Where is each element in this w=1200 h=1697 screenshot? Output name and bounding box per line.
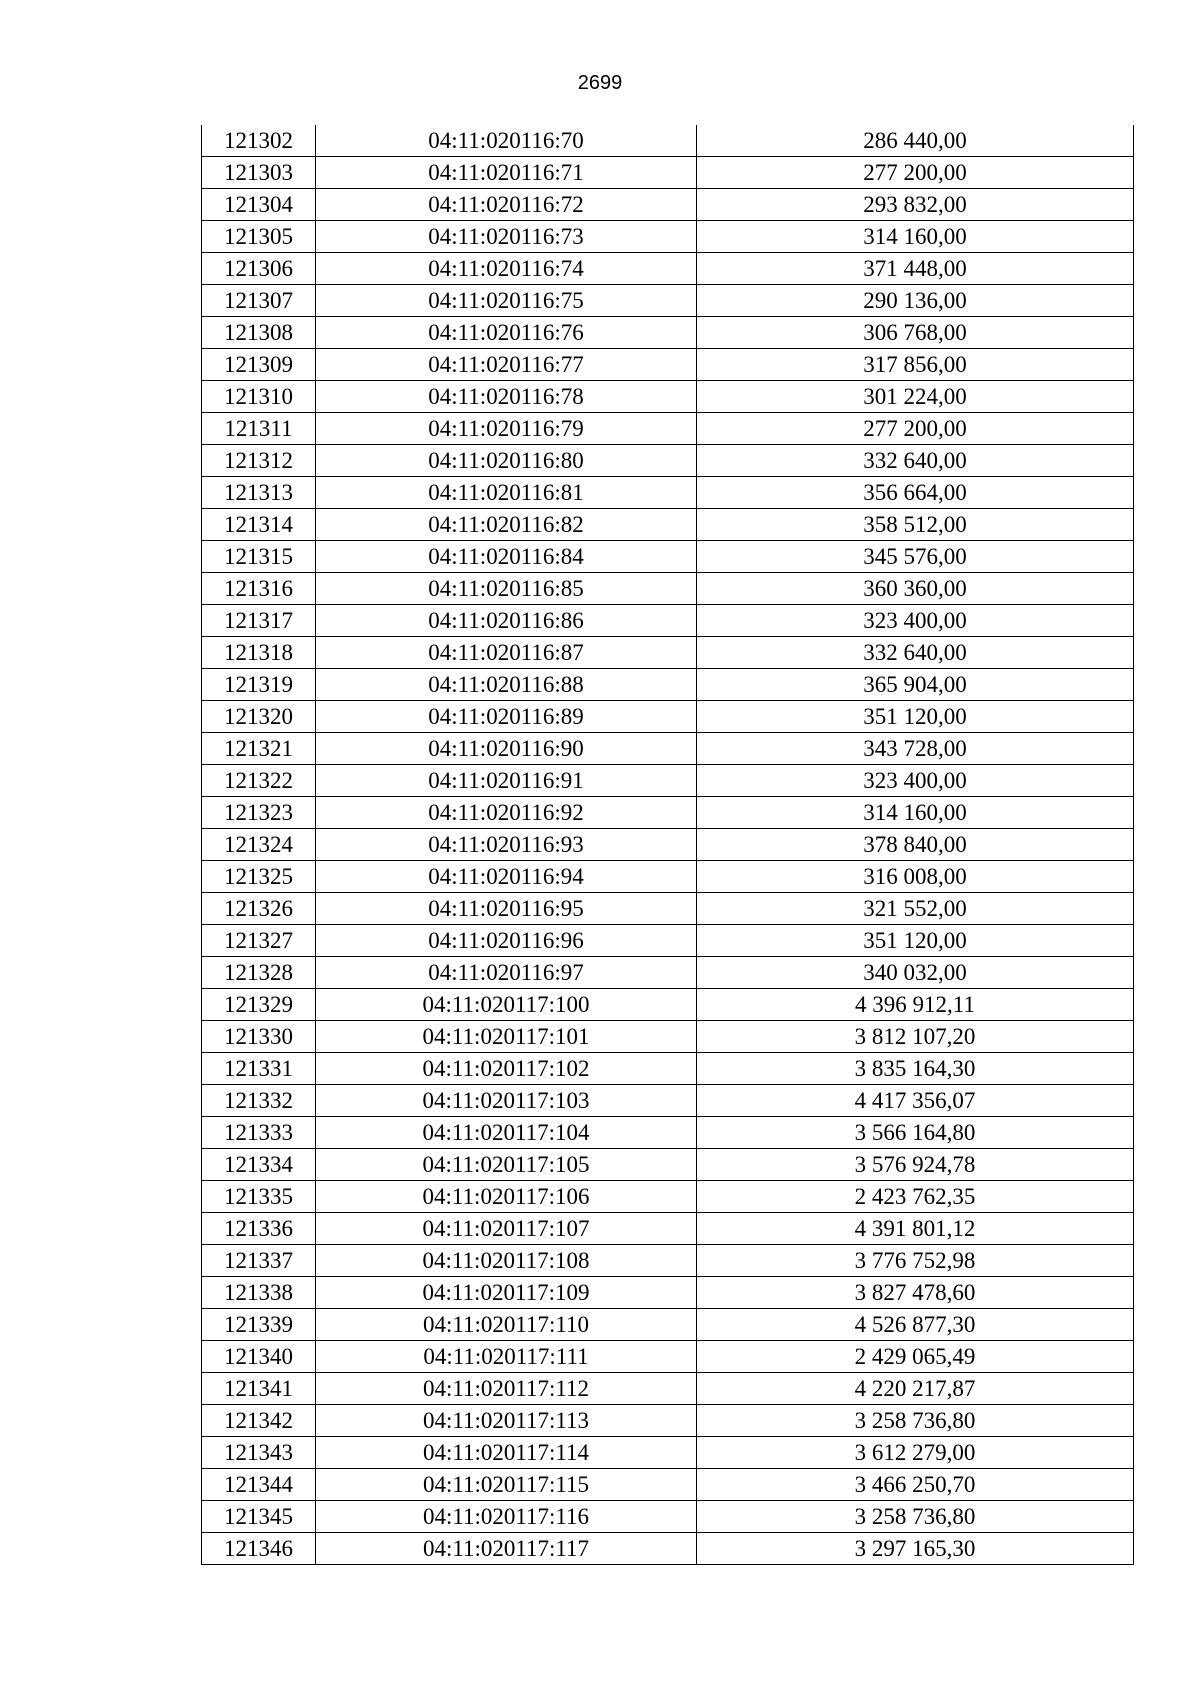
row-number-cell: 121329 xyxy=(202,989,316,1021)
cadastral-value-cell: 332 640,00 xyxy=(697,637,1134,669)
cadastral-number-cell: 04:11:020117:112 xyxy=(316,1373,697,1405)
row-number-cell: 121304 xyxy=(202,189,316,221)
cadastral-value-cell: 4 391 801,12 xyxy=(697,1213,1134,1245)
row-number-cell: 121342 xyxy=(202,1405,316,1437)
cadastral-value-cell: 365 904,00 xyxy=(697,669,1134,701)
table-row xyxy=(202,477,1134,509)
cadastral-value-cell: 317 856,00 xyxy=(697,349,1134,381)
row-number-cell: 121311 xyxy=(202,413,316,445)
table-row xyxy=(202,1149,1134,1181)
row-number-cell: 121346 xyxy=(202,1533,316,1565)
cadastral-value-cell: 3 827 478,60 xyxy=(697,1277,1134,1309)
cadastral-value-cell: 4 526 877,30 xyxy=(697,1309,1134,1341)
cadastral-number-cell: 04:11:020117:109 xyxy=(316,1277,697,1309)
cadastral-value-cell: 356 664,00 xyxy=(697,477,1134,509)
row-number-cell: 121323 xyxy=(202,797,316,829)
row-number-cell: 121313 xyxy=(202,477,316,509)
row-number-cell: 121316 xyxy=(202,573,316,605)
row-number-cell: 121338 xyxy=(202,1277,316,1309)
table-row xyxy=(202,253,1134,285)
cadastral-number-cell: 04:11:020116:72 xyxy=(316,189,697,221)
table-row xyxy=(202,637,1134,669)
cadastral-number-cell: 04:11:020116:76 xyxy=(316,317,697,349)
row-number-cell: 121309 xyxy=(202,349,316,381)
cadastral-value-cell: 3 835 164,30 xyxy=(697,1053,1134,1085)
table-body xyxy=(202,125,1134,1565)
table-row xyxy=(202,733,1134,765)
row-number-cell: 121318 xyxy=(202,637,316,669)
cadastral-value-cell: 290 136,00 xyxy=(697,285,1134,317)
cadastral-number-cell: 04:11:020116:85 xyxy=(316,573,697,605)
cadastral-value-cell: 314 160,00 xyxy=(697,221,1134,253)
cadastral-value-cell: 332 640,00 xyxy=(697,445,1134,477)
cadastral-number-cell: 04:11:020117:101 xyxy=(316,1021,697,1053)
cadastral-number-cell: 04:11:020116:87 xyxy=(316,637,697,669)
cadastral-value-cell: 277 200,00 xyxy=(697,413,1134,445)
cadastral-value-cell: 358 512,00 xyxy=(697,509,1134,541)
cadastral-number-cell: 04:11:020117:111 xyxy=(316,1341,697,1373)
table-row xyxy=(202,797,1134,829)
table-row xyxy=(202,317,1134,349)
table-row xyxy=(202,1501,1134,1533)
cadastral-number-cell: 04:11:020116:91 xyxy=(316,765,697,797)
cadastral-value-cell: 360 360,00 xyxy=(697,573,1134,605)
cadastral-number-cell: 04:11:020117:100 xyxy=(316,989,697,1021)
table-row xyxy=(202,381,1134,413)
row-number-cell: 121303 xyxy=(202,157,316,189)
row-number-cell: 121345 xyxy=(202,1501,316,1533)
table-row xyxy=(202,573,1134,605)
cadastral-number-cell: 04:11:020116:82 xyxy=(316,509,697,541)
row-number-cell: 121310 xyxy=(202,381,316,413)
row-number-cell: 121326 xyxy=(202,893,316,925)
cadastral-value-cell: 3 612 279,00 xyxy=(697,1437,1134,1469)
cadastral-number-cell: 04:11:020117:108 xyxy=(316,1245,697,1277)
row-number-cell: 121307 xyxy=(202,285,316,317)
row-number-cell: 121315 xyxy=(202,541,316,573)
row-number-cell: 121314 xyxy=(202,509,316,541)
row-number-cell: 121344 xyxy=(202,1469,316,1501)
table-row xyxy=(202,221,1134,253)
cadastral-value-cell: 3 812 107,20 xyxy=(697,1021,1134,1053)
table-row xyxy=(202,1245,1134,1277)
cadastral-number-cell: 04:11:020117:106 xyxy=(316,1181,697,1213)
cadastral-value-cell: 277 200,00 xyxy=(697,157,1134,189)
row-number-cell: 121324 xyxy=(202,829,316,861)
cadastral-value-cell: 316 008,00 xyxy=(697,861,1134,893)
cadastral-number-cell: 04:11:020117:103 xyxy=(316,1085,697,1117)
cadastral-number-cell: 04:11:020116:90 xyxy=(316,733,697,765)
table-row xyxy=(202,765,1134,797)
table-row xyxy=(202,541,1134,573)
cadastral-number-cell: 04:11:020116:93 xyxy=(316,829,697,861)
row-number-cell: 121319 xyxy=(202,669,316,701)
table-row xyxy=(202,1053,1134,1085)
row-number-cell: 121340 xyxy=(202,1341,316,1373)
page-number: 2699 xyxy=(577,72,623,94)
table-row xyxy=(202,1373,1134,1405)
table-row xyxy=(202,989,1134,1021)
cadastral-value-cell: 3 776 752,98 xyxy=(697,1245,1134,1277)
cadastral-number-cell: 04:11:020117:115 xyxy=(316,1469,697,1501)
row-number-cell: 121302 xyxy=(202,125,316,157)
row-number-cell: 121335 xyxy=(202,1181,316,1213)
cadastral-value-cell: 371 448,00 xyxy=(697,253,1134,285)
row-number-cell: 121334 xyxy=(202,1149,316,1181)
cadastral-value-cell: 340 032,00 xyxy=(697,957,1134,989)
cadastral-number-cell: 04:11:020117:110 xyxy=(316,1309,697,1341)
cadastral-value-cell: 4 220 217,87 xyxy=(697,1373,1134,1405)
table-row xyxy=(202,1213,1134,1245)
cadastral-number-cell: 04:11:020117:105 xyxy=(316,1149,697,1181)
cadastral-number-cell: 04:11:020116:78 xyxy=(316,381,697,413)
cadastral-value-cell: 3 297 165,30 xyxy=(697,1533,1134,1565)
cadastral-number-cell: 04:11:020116:95 xyxy=(316,893,697,925)
cadastral-number-cell: 04:11:020116:80 xyxy=(316,445,697,477)
row-number-cell: 121320 xyxy=(202,701,316,733)
table-row xyxy=(202,1021,1134,1053)
cadastral-value-cell: 3 576 924,78 xyxy=(697,1149,1134,1181)
row-number-cell: 121333 xyxy=(202,1117,316,1149)
row-number-cell: 121332 xyxy=(202,1085,316,1117)
table-row xyxy=(202,957,1134,989)
table-row xyxy=(202,413,1134,445)
cadastral-number-cell: 04:11:020116:92 xyxy=(316,797,697,829)
cadastral-value-cell: 2 423 762,35 xyxy=(697,1181,1134,1213)
row-number-cell: 121322 xyxy=(202,765,316,797)
row-number-cell: 121336 xyxy=(202,1213,316,1245)
cadastral-number-cell: 04:11:020116:74 xyxy=(316,253,697,285)
table-row xyxy=(202,1117,1134,1149)
table-row xyxy=(202,1437,1134,1469)
cadastral-value-cell: 293 832,00 xyxy=(697,189,1134,221)
cadastral-value-cell: 2 429 065,49 xyxy=(697,1341,1134,1373)
row-number-cell: 121325 xyxy=(202,861,316,893)
cadastral-value-cell: 286 440,00 xyxy=(697,125,1134,157)
row-number-cell: 121341 xyxy=(202,1373,316,1405)
cadastral-number-cell: 04:11:020117:114 xyxy=(316,1437,697,1469)
row-number-cell: 121330 xyxy=(202,1021,316,1053)
cadastral-number-cell: 04:11:020116:96 xyxy=(316,925,697,957)
row-number-cell: 121308 xyxy=(202,317,316,349)
row-number-cell: 121312 xyxy=(202,445,316,477)
table-row xyxy=(202,701,1134,733)
cadastral-value-cell: 351 120,00 xyxy=(697,701,1134,733)
row-number-cell: 121339 xyxy=(202,1309,316,1341)
row-number-cell: 121305 xyxy=(202,221,316,253)
cadastral-value-cell: 323 400,00 xyxy=(697,605,1134,637)
cadastral-number-cell: 04:11:020117:107 xyxy=(316,1213,697,1245)
row-number-cell: 121317 xyxy=(202,605,316,637)
table-row xyxy=(202,925,1134,957)
row-number-cell: 121337 xyxy=(202,1245,316,1277)
table-row xyxy=(202,157,1134,189)
cadastral-value-cell: 301 224,00 xyxy=(697,381,1134,413)
table-row xyxy=(202,1533,1134,1565)
cadastral-number-cell: 04:11:020117:102 xyxy=(316,1053,697,1085)
cadastral-number-cell: 04:11:020116:71 xyxy=(316,157,697,189)
row-number-cell: 121331 xyxy=(202,1053,316,1085)
table-row xyxy=(202,1277,1134,1309)
cadastral-number-cell: 04:11:020116:94 xyxy=(316,861,697,893)
row-number-cell: 121343 xyxy=(202,1437,316,1469)
cadastral-value-cell: 3 466 250,70 xyxy=(697,1469,1134,1501)
cadastral-number-cell: 04:11:020116:70 xyxy=(316,125,697,157)
cadastral-number-cell: 04:11:020117:117 xyxy=(316,1533,697,1565)
table-row xyxy=(202,285,1134,317)
cadastral-value-cell: 314 160,00 xyxy=(697,797,1134,829)
row-number-cell: 121321 xyxy=(202,733,316,765)
table-row xyxy=(202,1085,1134,1117)
cadastral-number-cell: 04:11:020117:104 xyxy=(316,1117,697,1149)
table-row xyxy=(202,189,1134,221)
table-row xyxy=(202,605,1134,637)
table-row xyxy=(202,1309,1134,1341)
cadastral-number-cell: 04:11:020116:86 xyxy=(316,605,697,637)
row-number-cell: 121306 xyxy=(202,253,316,285)
registry-table xyxy=(201,125,1134,1565)
cadastral-value-cell: 306 768,00 xyxy=(697,317,1134,349)
table-row xyxy=(202,125,1134,157)
cadastral-number-cell: 04:11:020116:77 xyxy=(316,349,697,381)
table-row xyxy=(202,861,1134,893)
cadastral-number-cell: 04:11:020116:75 xyxy=(316,285,697,317)
cadastral-number-cell: 04:11:020117:116 xyxy=(316,1501,697,1533)
cadastral-value-cell: 343 728,00 xyxy=(697,733,1134,765)
cadastral-number-cell: 04:11:020116:97 xyxy=(316,957,697,989)
table-row xyxy=(202,349,1134,381)
table-row xyxy=(202,829,1134,861)
table-row xyxy=(202,1181,1134,1213)
cadastral-value-cell: 321 552,00 xyxy=(697,893,1134,925)
table-row xyxy=(202,893,1134,925)
cadastral-value-cell: 4 417 356,07 xyxy=(697,1085,1134,1117)
cadastral-number-cell: 04:11:020116:84 xyxy=(316,541,697,573)
cadastral-number-cell: 04:11:020116:79 xyxy=(316,413,697,445)
table-row xyxy=(202,509,1134,541)
cadastral-number-cell: 04:11:020116:81 xyxy=(316,477,697,509)
table-row xyxy=(202,1341,1134,1373)
cadastral-value-cell: 3 258 736,80 xyxy=(697,1405,1134,1437)
cadastral-value-cell: 378 840,00 xyxy=(697,829,1134,861)
cadastral-number-cell: 04:11:020116:88 xyxy=(316,669,697,701)
cadastral-number-cell: 04:11:020116:89 xyxy=(316,701,697,733)
cadastral-value-cell: 323 400,00 xyxy=(697,765,1134,797)
table-row xyxy=(202,1405,1134,1437)
cadastral-number-cell: 04:11:020116:73 xyxy=(316,221,697,253)
cadastral-value-cell: 4 396 912,11 xyxy=(697,989,1134,1021)
table-row xyxy=(202,669,1134,701)
cadastral-value-cell: 345 576,00 xyxy=(697,541,1134,573)
table-row xyxy=(202,445,1134,477)
row-number-cell: 121328 xyxy=(202,957,316,989)
cadastral-value-cell: 3 566 164,80 xyxy=(697,1117,1134,1149)
row-number-cell: 121327 xyxy=(202,925,316,957)
cadastral-value-cell: 3 258 736,80 xyxy=(697,1501,1134,1533)
table-row xyxy=(202,1469,1134,1501)
cadastral-number-cell: 04:11:020117:113 xyxy=(316,1405,697,1437)
cadastral-value-cell: 351 120,00 xyxy=(697,925,1134,957)
